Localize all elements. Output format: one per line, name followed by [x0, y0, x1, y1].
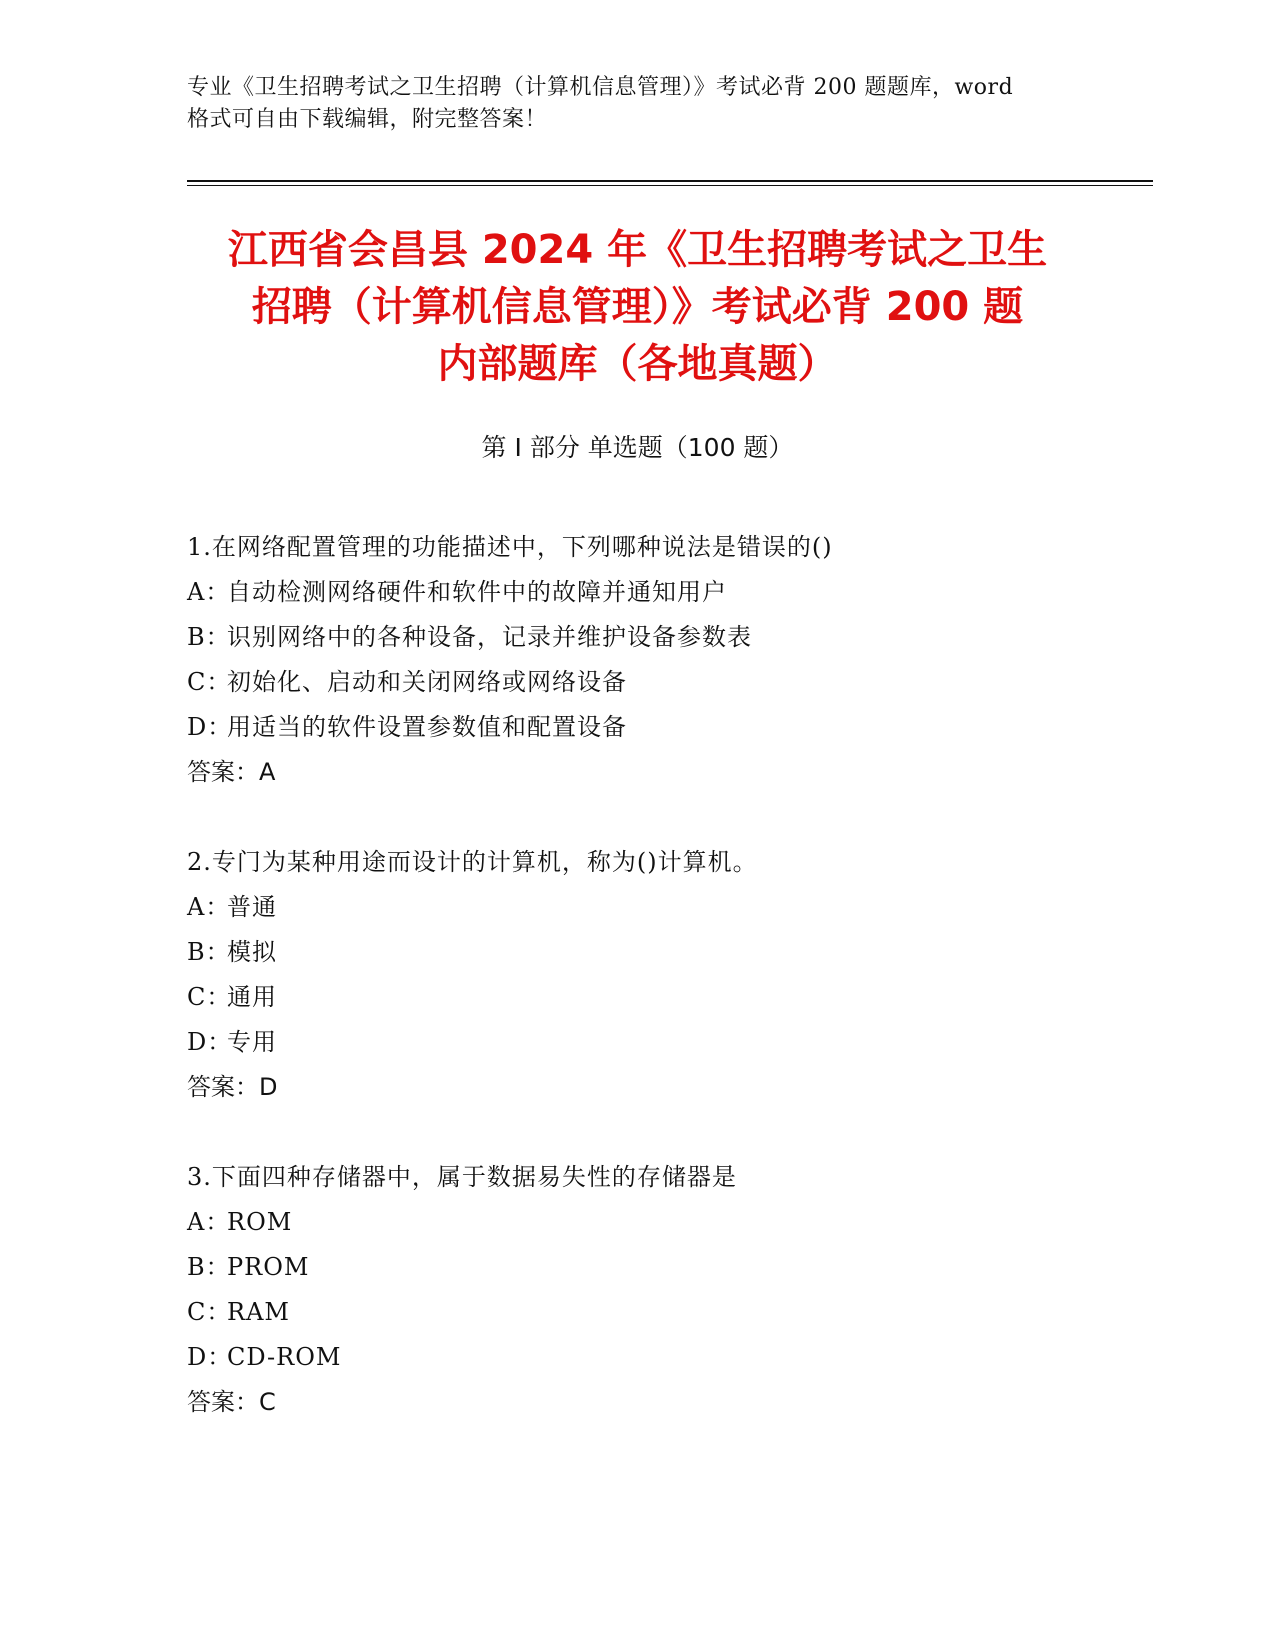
- document-title-line-1: 江西省会昌县 2024 年《卫生招聘考试之卫生: [227, 227, 1048, 273]
- option-text: ROM: [227, 1208, 293, 1236]
- option-d: [187, 1020, 1147, 1065]
- option-text: 自动检测网络硬件和软件中的故障并通知用户: [227, 578, 727, 606]
- option-a: [187, 1200, 1147, 1245]
- option-text: 普通: [227, 893, 277, 921]
- answer-key: 答案：D: [187, 1073, 278, 1101]
- option-letter: A：: [187, 578, 231, 606]
- header-divider-thick: [187, 180, 1153, 182]
- option-c: [187, 660, 1147, 705]
- option-text: 初始化、启动和关闭网络或网络设备: [227, 668, 627, 696]
- question-stem: 3.下面四种存储器中，属于数据易失性的存储器是: [187, 1163, 737, 1191]
- option-text: 模拟: [227, 938, 277, 966]
- section-title: 第 I 部分 单选题（100 题）: [481, 433, 794, 462]
- option-d: [187, 705, 1147, 750]
- option-letter: A：: [187, 893, 231, 921]
- header-note-line-1: 专业《卫生招聘考试之卫生招聘（计算机信息管理）》考试必背 200 题题库，word: [187, 75, 1014, 100]
- question-list: [187, 525, 1147, 1470]
- option-letter: B：: [187, 938, 231, 966]
- document-title-line-2: 招聘（计算机信息管理）》考试必背 200 题: [251, 284, 1024, 330]
- header-note-line-2: 格式可自由下载编辑，附完整答案！: [187, 107, 548, 132]
- question-stem: 1.在网络配置管理的功能描述中，下列哪种说法是错误的(): [187, 533, 833, 561]
- option-letter: C：: [187, 668, 232, 696]
- option-text: 识别网络中的各种设备，记录并维护设备参数表: [227, 623, 752, 651]
- document-title-line-3: 内部题库（各地真题）: [437, 341, 838, 387]
- question-item: [187, 1155, 1147, 1425]
- option-letter: A：: [187, 1208, 231, 1236]
- answer-key: 答案：A: [187, 758, 276, 786]
- option-b: [187, 615, 1147, 660]
- question-item: [187, 525, 1147, 795]
- option-b: [187, 1245, 1147, 1290]
- header-note: [187, 72, 1087, 136]
- option-text: CD-ROM: [227, 1343, 342, 1371]
- question-stem: 2.专门为某种用途而设计的计算机，称为()计算机。: [187, 848, 758, 876]
- option-letter: D：: [187, 1343, 233, 1371]
- option-c: [187, 1290, 1147, 1335]
- answer-key: 答案：C: [187, 1388, 276, 1416]
- option-text: PROM: [227, 1253, 310, 1281]
- option-letter: D：: [187, 713, 233, 741]
- header-divider-thin: [187, 185, 1153, 186]
- option-letter: C：: [187, 983, 232, 1011]
- document-title: [150, 222, 1125, 393]
- option-a: [187, 570, 1147, 615]
- option-letter: D：: [187, 1028, 233, 1056]
- question-item: [187, 840, 1147, 1110]
- option-text: RAM: [227, 1298, 290, 1326]
- option-letter: B：: [187, 623, 231, 651]
- option-a: [187, 885, 1147, 930]
- option-letter: B：: [187, 1253, 231, 1281]
- option-d: [187, 1335, 1147, 1380]
- option-text: 用适当的软件设置参数值和配置设备: [227, 713, 627, 741]
- option-c: [187, 975, 1147, 1020]
- option-letter: C：: [187, 1298, 232, 1326]
- option-b: [187, 930, 1147, 975]
- option-text: 专用: [227, 1028, 277, 1056]
- option-text: 通用: [227, 983, 277, 1011]
